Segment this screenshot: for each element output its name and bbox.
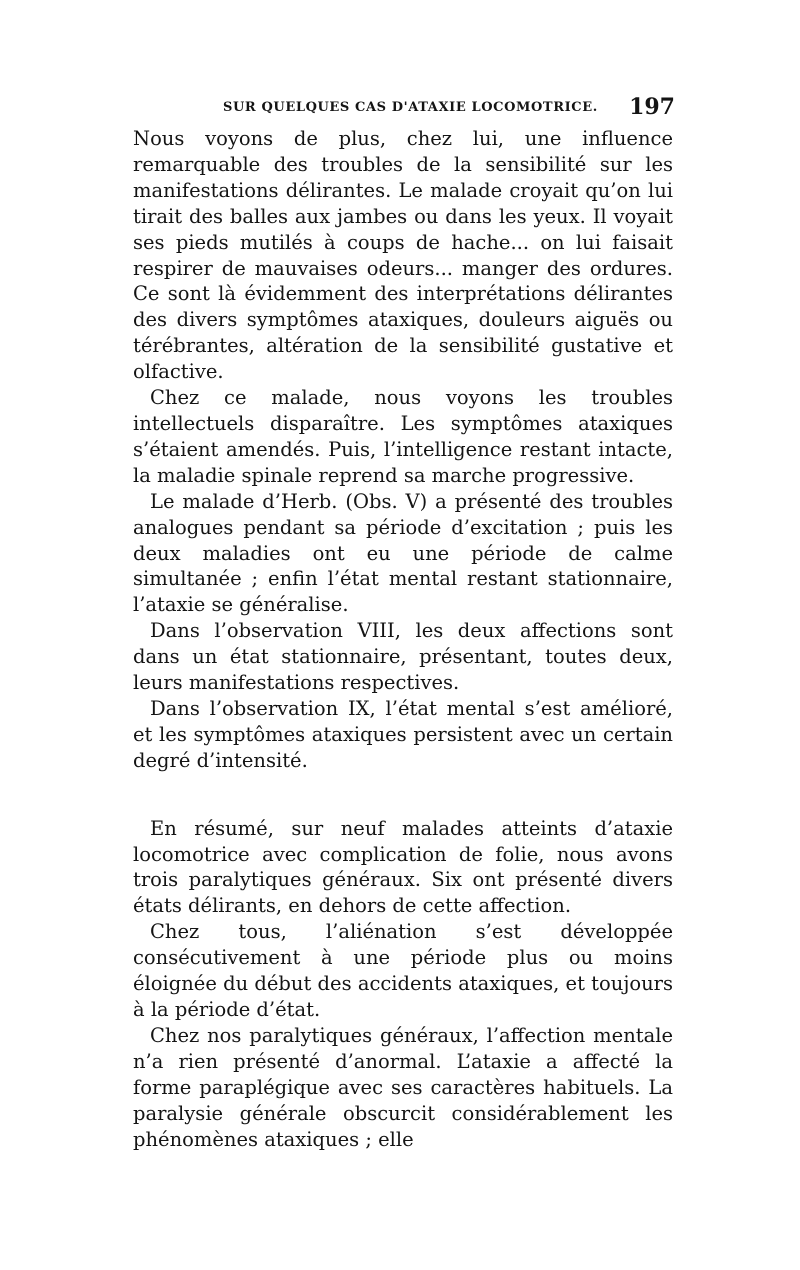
paragraph-5: Dans l’observation IX, l’état mental s’est amélioré, et les symptômes ataxiques persistent avec un certain degré d’intensité. [133,696,673,772]
running-head [133,94,673,118]
paragraph-4: Dans l’observation VIII, les deux affections sont dans un état stationnaire, présentant, toutes deux, leurs manifestations respectives. [133,619,673,695]
paragraph-8: Chez nos paralytiques généraux, l’affection mentale n’a rien présenté d’anormal. L’ataxie a affecté la forme paraplégique avec ses caractères habituels. La paralysie générale obscurcit considérablement les phénomènes ataxiques ; elle [133,1023,673,1151]
paragraph-6: En résumé, sur neuf malades atteints d’ataxie locomotrice avec complication de folie, nous avons trois paralytiques généraux. Six ont présenté divers états délirants, en dehors de cette affection. [133,816,673,918]
page-number: 197 [629,94,675,120]
book-page [133,94,673,1152]
paragraph-7: Chez tous, l’aliénation s’est développée consécutivement à une période plus ou moins éloignée du début des accidents ataxiques, et toujours à la période d’état. [133,920,673,1021]
paragraph-3: Le malade d’Herb. (Obs. V) a présenté des troubles analogues pendant sa période d’excitation ; puis les deux maladies ont eu une période de calme simultanée ; enfin l’état mental restant stationnaire, l’ataxie se généralise. [133,489,673,617]
paragraph-1: Nous voyons de plus, chez lui, une influence remarquable des troubles de la sensibilité sur les manifestations délirantes. Le malade croyait qu’on lui tirait des balles aux jambes ou dans les yeux. Il voyait ses pieds mutilés à coups de hache... on lui faisait respirer de mauvaises odeurs... manger des ordures. Ce sont là évidemment des interprétations délirantes des divers symptômes ataxiques, douleurs aiguës ou térébrantes, altération de la sensibilité gustative et olfactive. [133,127,673,384]
section-gap [133,774,673,816]
paragraph-2: Chez ce malade, nous voyons les troubles intellectuels disparaître. Les symptômes ataxiques s’étaient amendés. Puis, l’intelligence restant intacte, la maladie spinale reprend sa marche progressive. [133,386,673,487]
running-title: SUR QUELQUES CAS D'ATAXIE LOCOMOTRICE. [223,100,598,115]
